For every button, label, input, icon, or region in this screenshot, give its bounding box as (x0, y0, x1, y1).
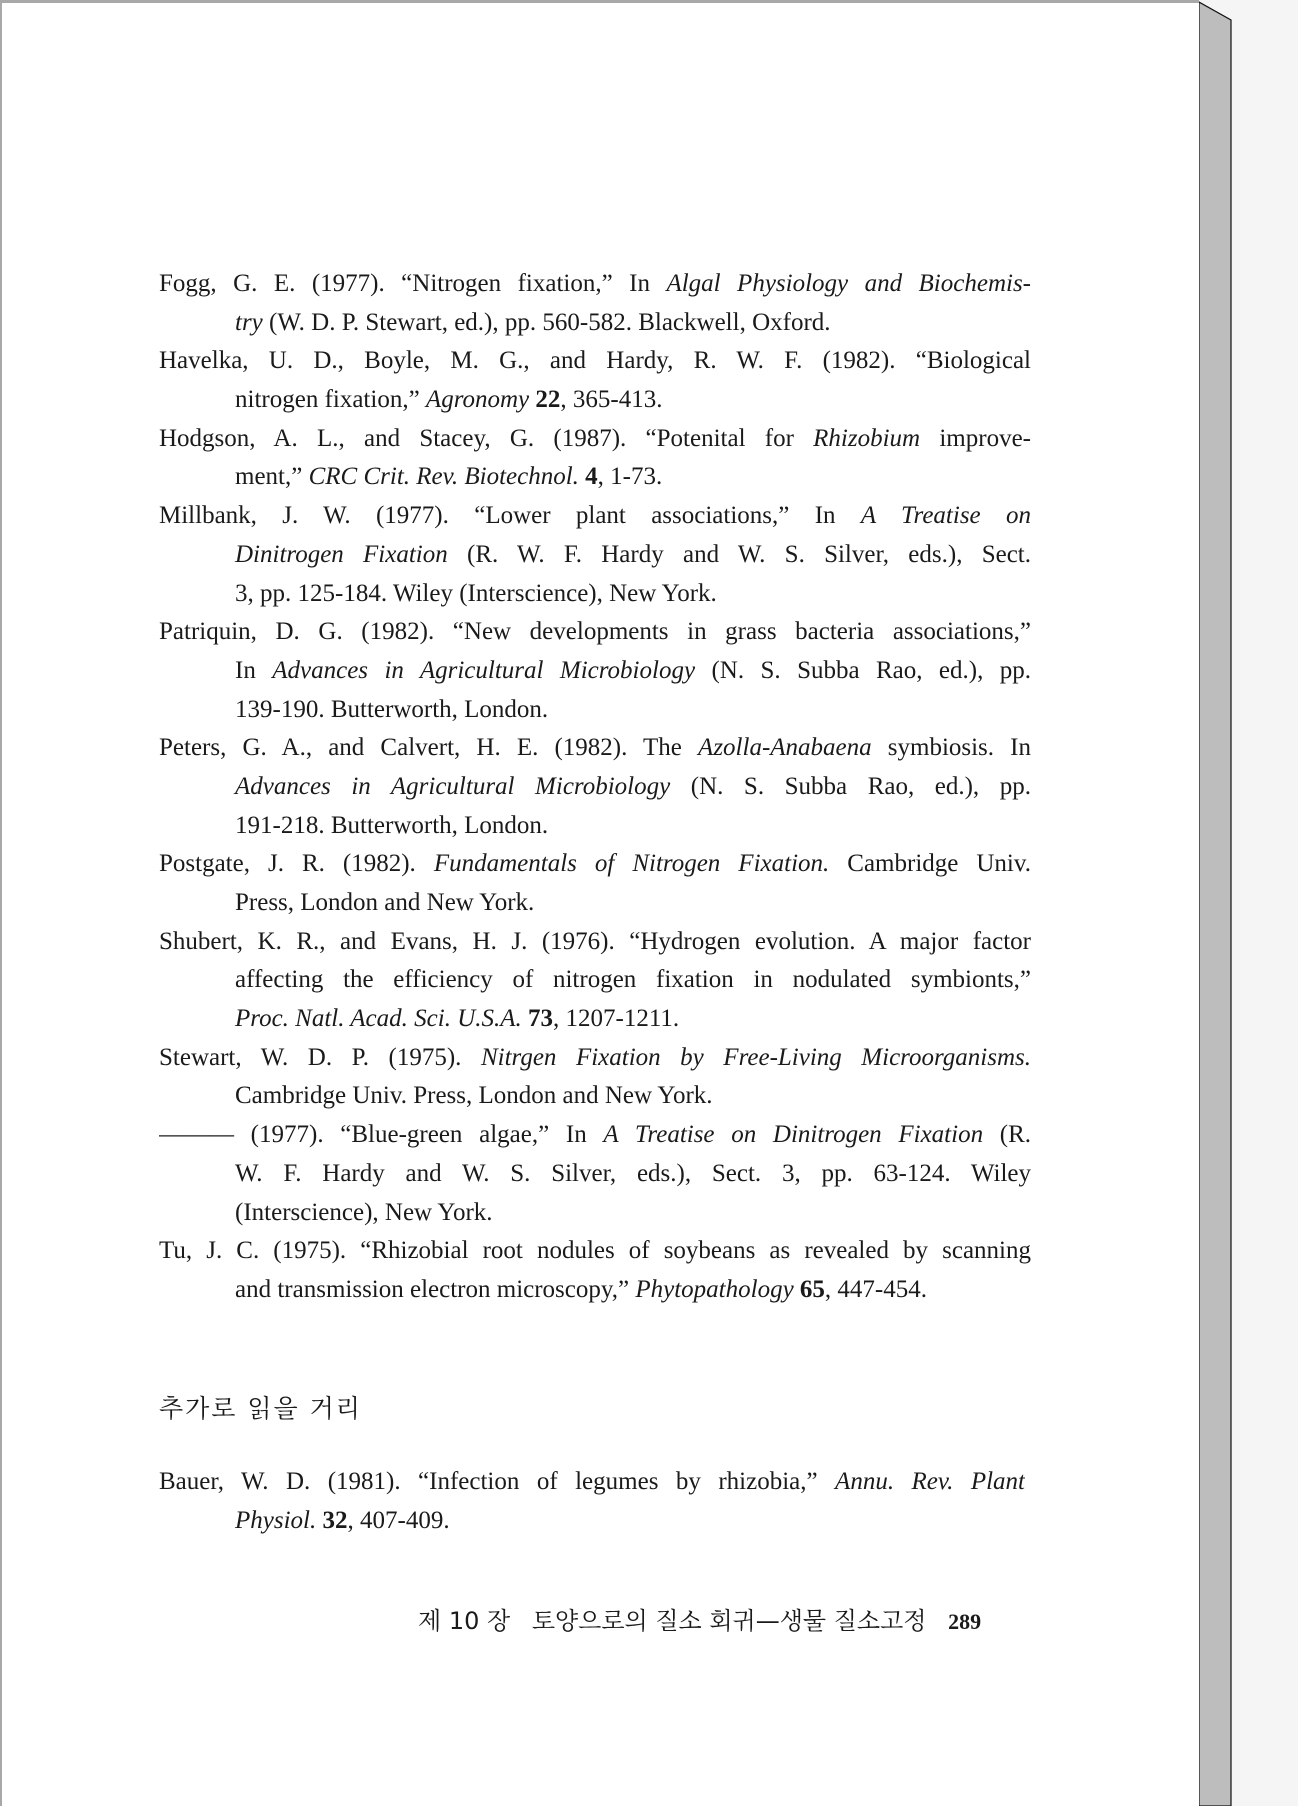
italic-text: try (235, 308, 263, 336)
italic-text: Fundamentals of Nitrogen Fixation. (433, 850, 830, 878)
reference-line (159, 1271, 1031, 1310)
text: ment,” (235, 463, 309, 491)
text: affecting the efficiency of nitrogen fixation in nodulated symbionts,” (235, 966, 1031, 994)
italic-text: Algal Physiology and Biochemis- (666, 270, 1031, 297)
reference-line (159, 1194, 1031, 1233)
page-footer (418, 1601, 995, 1636)
text: (R. (983, 1121, 1031, 1149)
further-reading-heading: 추가로 읽을 거리 (159, 1394, 362, 1423)
text: (Interscience), New York. (235, 1198, 493, 1226)
italic-text: Advances in Agricultural Microbiology (272, 656, 696, 684)
italic-text: Annu. Rev. Plant (835, 1468, 1025, 1495)
reference-line (159, 497, 1031, 536)
text: 139-190. Butterworth, London. (235, 695, 549, 723)
bold-text: 65 (793, 1275, 825, 1303)
chapter-label: 제 10 장 (418, 1607, 511, 1635)
text: Hodgson, A. L., and Stacey, G. (1987). “Potenital for (159, 424, 814, 452)
text: Patriquin, D. G. (1982). “New developments in grass bacteria associations,” (159, 618, 1031, 646)
text: W. F. Hardy and W. S. Silver, eds.), Sect. 3, pp. 63-124. Wiley (235, 1159, 1031, 1187)
chapter-title: 토양으로의 질소 회귀—생물 질소고정 (531, 1607, 927, 1635)
italic-text: A Treatise on (860, 502, 1031, 530)
bold-text: 32 (316, 1506, 348, 1534)
text: ——— (1977). “Blue-green algae,” In (159, 1121, 604, 1149)
text: 191-218. Butterworth, London. (235, 811, 549, 839)
text: and transmission electron microscopy,” (235, 1275, 636, 1303)
italic-text: Phytopathology (635, 1275, 794, 1303)
text: Press, London and New York. (235, 889, 535, 916)
reference-line (159, 1155, 1031, 1194)
bold-text: 22 (529, 386, 561, 414)
text: Fogg, G. E. (1977). “Nitrogen fixation,” In (159, 270, 667, 297)
reference-entry (159, 845, 1031, 922)
italic-text: Proc. Natl. Acad. Sci. U.S.A. (235, 1005, 522, 1033)
reference-line (159, 923, 1031, 962)
reference-entry (159, 1463, 1025, 1540)
reference-line (159, 1116, 1031, 1155)
reference-line (159, 265, 1031, 304)
text: (R. W. F. Hardy and W. S. Silver, eds.), Sect. (447, 540, 1031, 568)
text: nitrogen fixation,” (235, 386, 426, 414)
bold-text: 4 (578, 463, 598, 491)
reference-entry (159, 265, 1031, 342)
text: , 447-454. (824, 1275, 927, 1303)
text: symbiosis. In (871, 734, 1031, 762)
italic-text: Nitrgen Fixation by Free-Living Microorganisms. (480, 1043, 1031, 1071)
text: Havelka, U. D., Boyle, M. G., and Hardy, R. W. F. (1982). “Biological (159, 347, 1031, 375)
text: , 407-409. (347, 1506, 450, 1534)
reference-line (159, 768, 1031, 807)
page-edge-shadow (1199, 0, 1233, 1806)
reference-line (159, 536, 1031, 575)
italic-text: Dinitrogen Fixation (235, 540, 448, 568)
text: 3, pp. 125-184. Wiley (Interscience), New York. (235, 579, 717, 607)
page-number: 289 (948, 1609, 982, 1634)
reference-line (159, 807, 1031, 846)
text: Shubert, K. R., and Evans, H. J. (1976). “Hydrogen evolution. A major factor (159, 927, 1031, 955)
reference-entry (159, 1116, 1031, 1232)
reference-entry (159, 497, 1031, 613)
reference-line (159, 1077, 1031, 1116)
reference-entry (159, 1039, 1031, 1116)
reference-line (159, 845, 1031, 884)
reference-line (159, 420, 1031, 459)
reference-line (159, 1502, 1025, 1541)
italic-text: Azolla-Anabaena (698, 734, 872, 762)
text: , 365-413. (560, 386, 663, 414)
italic-text: Advances in Agricultural Microbiology (235, 772, 671, 800)
reference-line (159, 1039, 1031, 1078)
reference-line (159, 458, 1031, 497)
reference-entry (159, 1232, 1031, 1309)
reference-line (159, 691, 1031, 730)
further-reading-list (159, 1463, 1025, 1540)
reference-line (159, 381, 1031, 420)
text: Postgate, J. R. (1982). (159, 850, 434, 878)
reference-line (159, 1000, 1031, 1039)
text: (W. D. P. Stewart, ed.), pp. 560-582. Blackwell, Oxford. (262, 308, 831, 336)
reference-entry (159, 342, 1031, 419)
text: In (235, 656, 273, 684)
reference-list (159, 265, 1031, 1310)
italic-text: Rhizobium (813, 424, 921, 452)
reference-entry (159, 613, 1031, 729)
text: , 1-73. (597, 463, 663, 491)
italic-text: CRC Crit. Rev. Biotechnol. (308, 463, 579, 491)
text: (N. S. Subba Rao, ed.), pp. (670, 772, 1031, 800)
reference-line (159, 613, 1031, 652)
text: Cambridge Univ. Press, London and New York. (235, 1082, 713, 1110)
reference-line (159, 575, 1031, 614)
reference-line (159, 961, 1031, 1000)
reference-line (159, 652, 1031, 691)
reference-line (159, 1463, 1025, 1502)
reference-entry (159, 923, 1031, 1039)
text: (N. S. Subba Rao, ed.), pp. (695, 656, 1031, 684)
text: Peters, G. A., and Calvert, H. E. (1982). The (159, 734, 699, 762)
text: Tu, J. C. (1975). “Rhizobial root nodules of soybeans as revealed by scanning (159, 1237, 1031, 1265)
text: improve- (920, 424, 1031, 452)
text: Bauer, W. D. (1981). “Infection of legumes by rhizobia,” (159, 1468, 836, 1495)
text: Stewart, W. D. P. (1975). (159, 1043, 481, 1071)
reference-line (159, 342, 1031, 381)
reference-line (159, 1232, 1031, 1271)
italic-text: Agronomy (425, 386, 530, 414)
reference-line (159, 304, 1031, 343)
reference-line (159, 884, 1031, 923)
italic-text: Physiol. (235, 1506, 317, 1534)
text: , 1207-1211. (553, 1005, 680, 1033)
reference-line (159, 729, 1031, 768)
bold-text: 73 (521, 1005, 554, 1033)
text: Cambridge Univ. (829, 850, 1031, 878)
reference-entry (159, 420, 1031, 497)
reference-entry (159, 729, 1031, 845)
text: Millbank, J. W. (1977). “Lower plant associations,” In (159, 502, 861, 530)
italic-text: A Treatise on Dinitrogen Fixation (603, 1121, 984, 1149)
